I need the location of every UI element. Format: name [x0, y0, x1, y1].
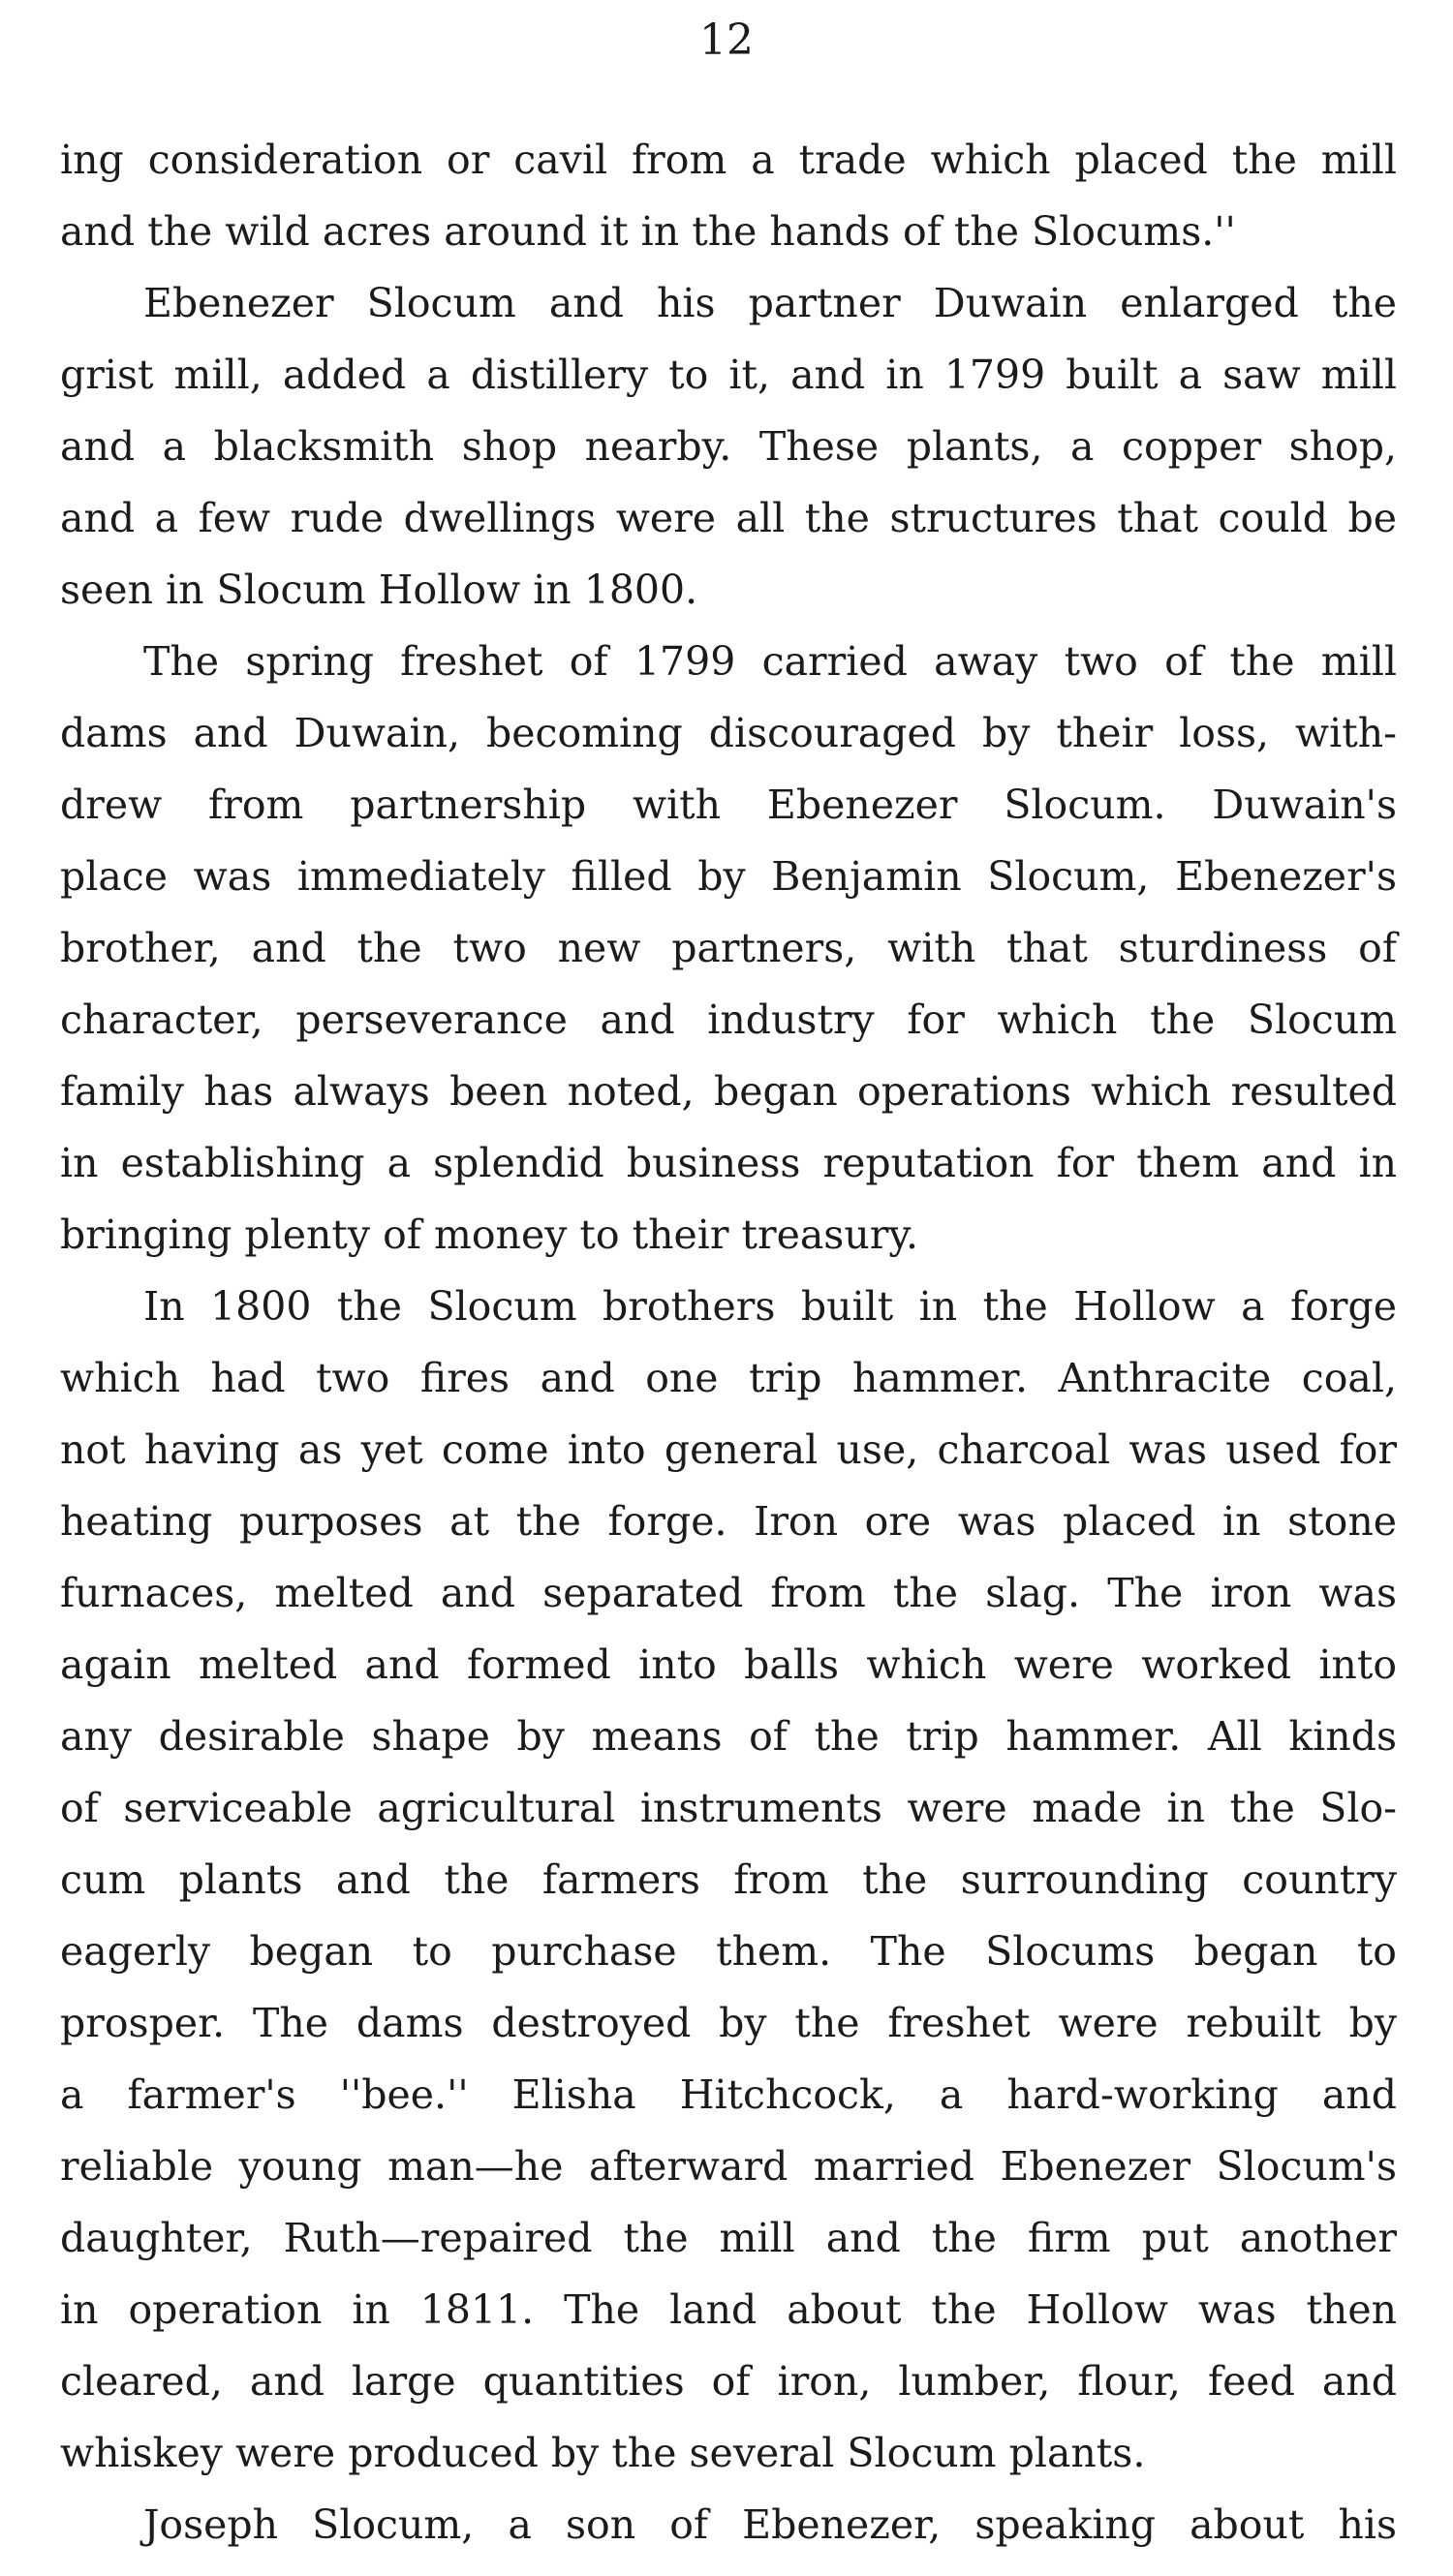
- text-line: Joseph Slocum, a son of Ebenezer, speaking about his: [143, 2501, 1397, 2548]
- text-line: The spring freshet of 1799 carried away two of the mill: [143, 638, 1397, 685]
- text-line: cum plants and the farmers from the surrounding country: [60, 1856, 1397, 1903]
- text-line: bringing plenty of money to their treasury.: [60, 1211, 919, 1258]
- text-line: character, perseverance and industry for which the Slocum: [60, 997, 1397, 1043]
- text-line: Ebenezer Slocum and his partner Duwain enlarged the: [143, 280, 1397, 326]
- text-line: grist mill, added a distillery to it, and in 1799 built a saw mill: [60, 352, 1397, 398]
- text-line: furnaces, melted and separated from the slag. The iron was: [60, 1570, 1397, 1616]
- text-line: ing consideration or cavil from a trade which placed the mill: [60, 137, 1397, 183]
- text-line: and a few rude dwellings were all the structures that could be: [60, 495, 1397, 541]
- text-line: of serviceable agricultural instruments were made in the Slo-: [60, 1785, 1397, 1831]
- text-line: dams and Duwain, becoming discouraged by their loss, with-: [60, 710, 1397, 756]
- text-line: place was immediately filled by Benjamin Slocum, Ebenezer's: [60, 853, 1397, 900]
- text-line: which had two fires and one trip hammer. Anthracite coal,: [60, 1355, 1397, 1401]
- text-line: In 1800 the Slocum brothers built in the Hollow a forge: [143, 1283, 1397, 1330]
- text-line: in establishing a splendid business reputation for them and in: [60, 1140, 1397, 1186]
- text-line: again melted and formed into balls which were worked into: [60, 1641, 1397, 1688]
- text-line: cleared, and large quantities of iron, lumber, flour, feed and: [60, 2358, 1397, 2405]
- text-line: and the wild acres around it in the hands of the Slocums.'': [60, 208, 1236, 255]
- text-line: daughter, Ruth—repaired the mill and the firm put another: [60, 2215, 1397, 2261]
- text-line: any desirable shape by means of the trip hammer. All kinds: [60, 1713, 1397, 1760]
- text-line: heating purposes at the forge. Iron ore was placed in stone: [60, 1498, 1397, 1545]
- text-line: not having as yet come into general use, charcoal was used for: [60, 1426, 1397, 1473]
- text-line: whiskey were produced by the several Slocum plants.: [60, 2430, 1146, 2476]
- text-line: drew from partnership with Ebenezer Slocum. Duwain's: [60, 782, 1397, 828]
- text-line: seen in Slocum Hollow in 1800.: [60, 567, 698, 613]
- text-line: prosper. The dams destroyed by the freshet were rebuilt by: [60, 2000, 1397, 2046]
- text-line: and a blacksmith shop nearby. These plants, a copper shop,: [60, 423, 1397, 470]
- text-line: in operation in 1811. The land about the Hollow was then: [60, 2286, 1397, 2333]
- text-line: eagerly began to purchase them. The Slocums began to: [60, 1928, 1397, 1975]
- text-line: brother, and the two new partners, with that sturdiness of: [60, 925, 1397, 971]
- page-number: 12: [699, 15, 754, 65]
- text-line: family has always been noted, began operations which resulted: [60, 1068, 1397, 1115]
- text-line: reliable young man—he afterward married Ebenezer Slocum's: [60, 2143, 1397, 2190]
- text-line: a farmer's ''bee.'' Elisha Hitchcock, a hard-working and: [60, 2071, 1397, 2118]
